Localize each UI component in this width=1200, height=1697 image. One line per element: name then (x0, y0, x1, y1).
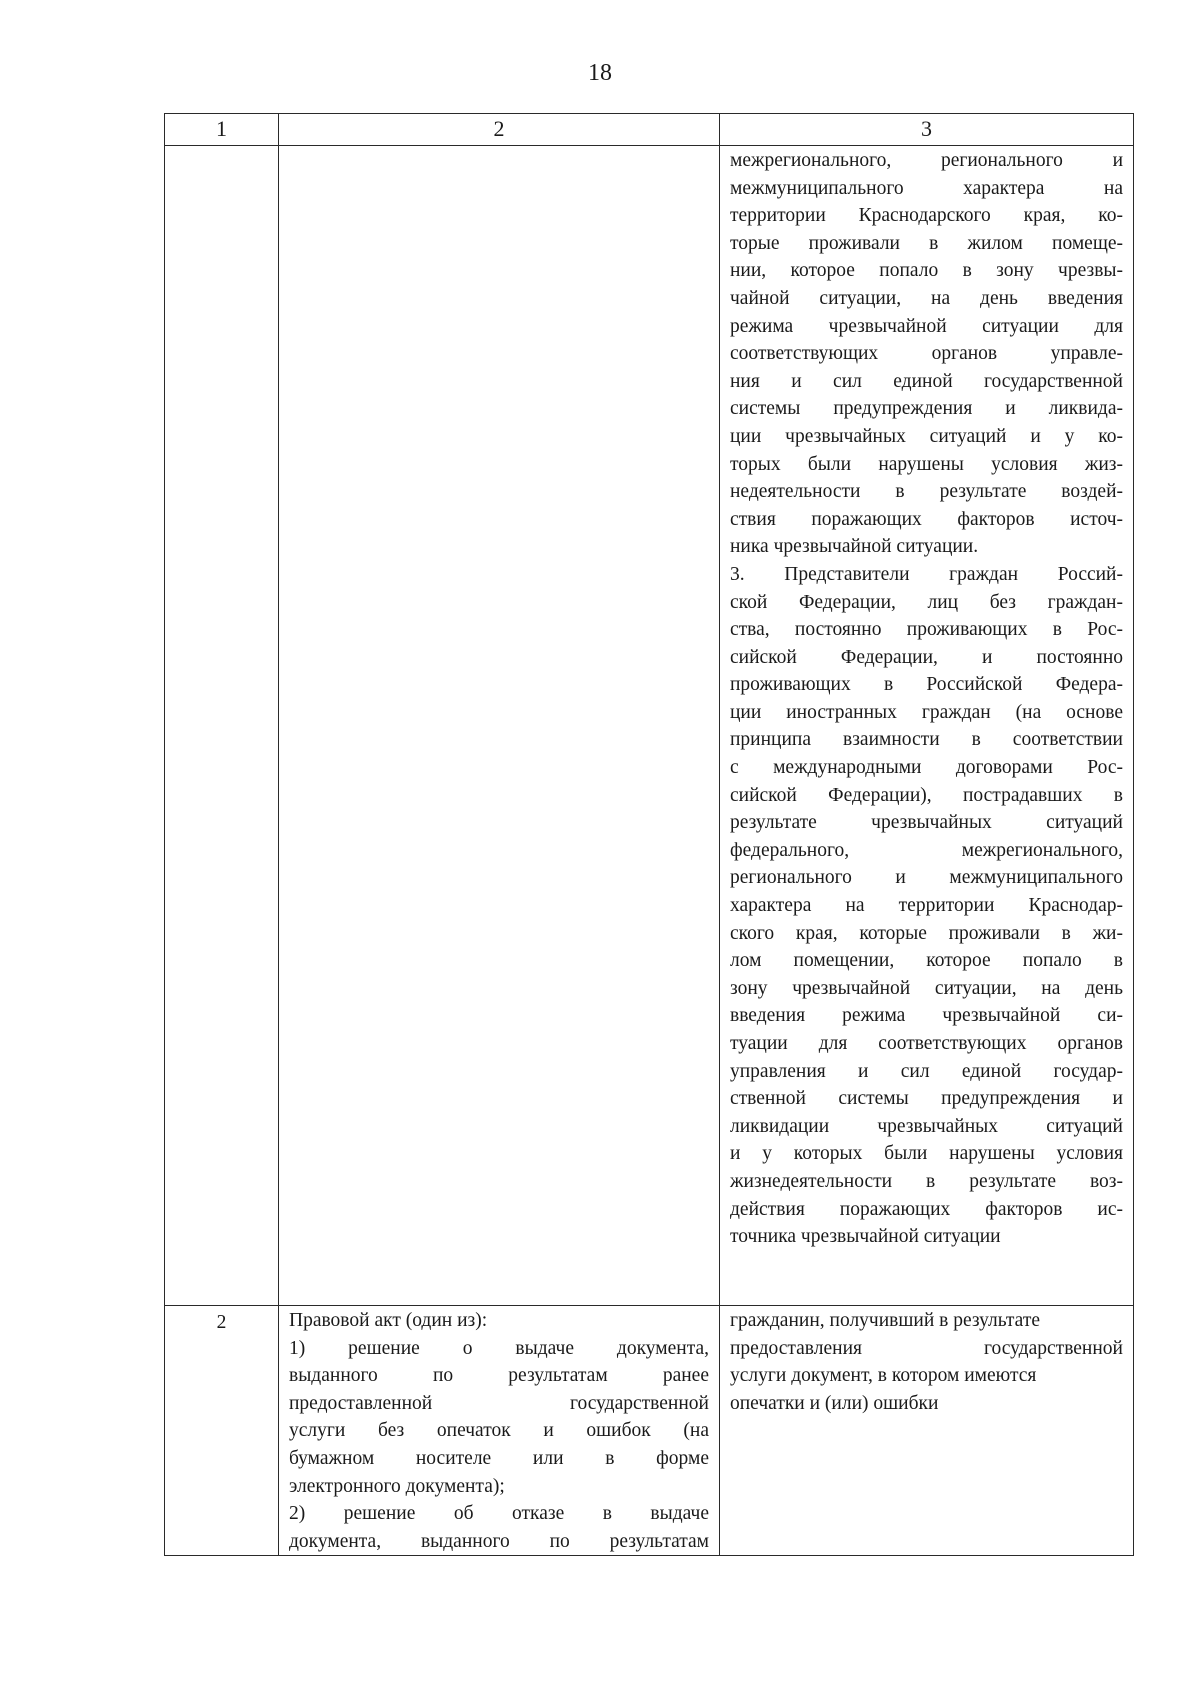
text-line: чайной ситуации, на день введения (730, 287, 1123, 309)
text-line: режима чрезвычайной ситуации для (730, 315, 1123, 337)
text-line: сийской Федерации, и постоянно (730, 646, 1123, 668)
text-line: федерального, межрегионального, (730, 839, 1123, 861)
document-table (164, 113, 1134, 1556)
table-row (165, 146, 1134, 1306)
text-line: межмуниципального характера на (730, 177, 1123, 199)
table-header-row (165, 114, 1134, 146)
text-line: опечатки и (или) ошибки (730, 1392, 939, 1414)
text-line: характера на территории Краснодар- (730, 895, 1123, 917)
text-line: нии, которое попало в зону чрезвы- (730, 260, 1123, 282)
text-line: регионального и межмуниципального (730, 867, 1123, 889)
text-line: ства, постоянно проживающих в Рос- (730, 619, 1123, 641)
text-line: электронного документа); (289, 1475, 505, 1497)
text-line: предоставленной государственной (289, 1392, 709, 1414)
text-line: Правовой акт (один из): (289, 1310, 488, 1331)
text-line: лом помещении, которое попало в (730, 950, 1123, 972)
text-line: гражданин, получивший в результате (730, 1310, 1041, 1331)
text-line: ции чрезвычайных ситуаций и у ко- (730, 425, 1123, 447)
text-line: торые проживали в жилом помеще- (730, 232, 1123, 254)
row-col3-cell (720, 1306, 1134, 1556)
header-col-2: 2 (279, 114, 720, 146)
text-line: ния и сил единой государственной (730, 370, 1123, 392)
text-line: 3. Представители граждан Россий- (730, 563, 1123, 585)
text-line: точника чрезвычайной ситуации (730, 1226, 1001, 1248)
text-line: документа, выданного по результатам (289, 1530, 709, 1552)
text-line: системы предупреждения и ликвида- (730, 398, 1123, 420)
text-line: межрегионального, регионального и (730, 150, 1123, 171)
text-line: жизнедеятельности в результате воз- (730, 1170, 1123, 1192)
text-line: выданного по результатам ранее (289, 1365, 709, 1387)
row-number-cell: 2 (165, 1306, 279, 1556)
text-line: ственной системы предупреждения и (730, 1088, 1123, 1110)
text-line: сийской Федерации), пострадавших в (730, 784, 1123, 806)
row-col2-cell (279, 1306, 720, 1556)
text-line: услуги без опечаток и ошибок (на (289, 1420, 709, 1442)
text-line: зону чрезвычайной ситуации, на день (730, 977, 1123, 999)
text-line: ции иностранных граждан (на основе (730, 701, 1123, 723)
header-col-1: 1 (165, 114, 279, 146)
text-line: проживающих в Российской Федера- (730, 674, 1123, 696)
text-line: территории Краснодарского края, ко- (730, 205, 1123, 227)
text-line: ской Федерации, лиц без граждан- (730, 591, 1123, 613)
row-col3-cell (720, 146, 1134, 1306)
text-line: услуги документ, в котором имеются (730, 1365, 1037, 1387)
text-line: результате чрезвычайных ситуаций (730, 812, 1123, 834)
text-line: принципа взаимности в соответствии (730, 729, 1123, 751)
text-line: введения режима чрезвычайной си- (730, 1005, 1123, 1027)
text-line: недеятельности в результате воздей- (730, 481, 1123, 503)
table-row (165, 1306, 1134, 1556)
text-line: бумажном носителе или в форме (289, 1447, 709, 1469)
text-line: туации для соответствующих органов (730, 1033, 1123, 1054)
header-col-3: 3 (720, 114, 1134, 146)
text-line: 2) решение об отказе в выдаче (289, 1503, 709, 1525)
row-col2-cell (279, 146, 720, 1306)
page-number: 18 (588, 60, 612, 86)
text-line: управления и сил единой государ- (730, 1060, 1123, 1082)
text-line: ликвидации чрезвычайных ситуаций (730, 1115, 1123, 1137)
text-line: предоставления государственной (730, 1337, 1123, 1359)
text-line: 1) решение о выдаче документа, (289, 1337, 709, 1359)
text-line: соответствующих органов управле- (730, 343, 1123, 365)
text-line: и у которых были нарушены условия (730, 1143, 1123, 1165)
text-line: с международными договорами Рос- (730, 757, 1123, 779)
text-line: торых были нарушены условия жиз- (730, 453, 1123, 475)
text-line: действия поражающих факторов ис- (730, 1198, 1123, 1220)
row-number-cell (165, 146, 279, 1306)
text-line: ского края, которые проживали в жи- (730, 922, 1123, 944)
text-line: ника чрезвычайной ситуации. (730, 536, 979, 558)
text-line: ствия поражающих факторов источ- (730, 508, 1123, 530)
